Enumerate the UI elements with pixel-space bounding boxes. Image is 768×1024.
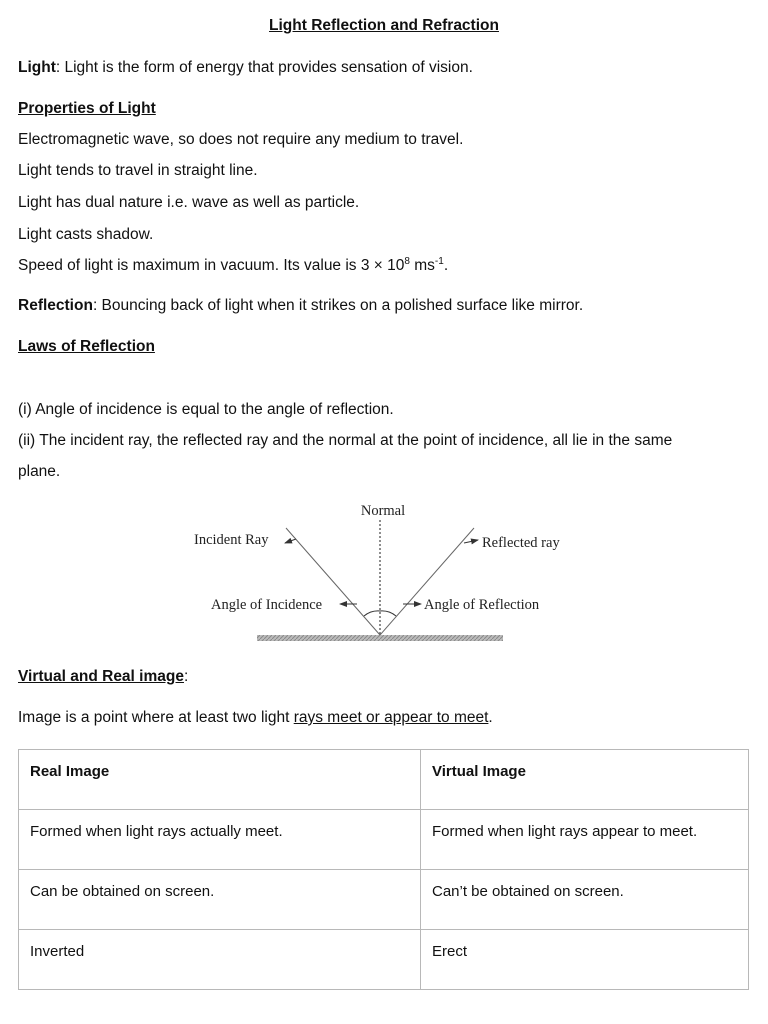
property-item: Light casts shadow. bbox=[18, 226, 154, 243]
incident-ray-line bbox=[286, 528, 380, 635]
angle-incidence-label: Angle of Incidence bbox=[211, 597, 323, 613]
light-term: Light bbox=[18, 59, 56, 76]
reflection-definition bbox=[18, 297, 583, 315]
reflected-ray-arrow bbox=[464, 540, 478, 543]
speed-suffix: . bbox=[443, 257, 449, 274]
images-heading bbox=[18, 668, 188, 686]
law-2-line-2: plane. bbox=[18, 463, 61, 480]
reflection-term: Reflection bbox=[18, 297, 93, 314]
mirror-surface bbox=[257, 635, 503, 641]
unit-exponent: -1 bbox=[434, 255, 444, 267]
table-cell: Can be obtained on screen. bbox=[19, 870, 421, 930]
table-row bbox=[19, 870, 749, 930]
speed-unit: ms bbox=[409, 257, 435, 274]
table-cell: Formed when light rays actually meet. bbox=[19, 810, 421, 870]
properties-heading: Properties of Light bbox=[18, 100, 156, 117]
header-real-image: Real Image bbox=[19, 750, 421, 810]
speed-of-light bbox=[18, 257, 448, 275]
reflected-ray-label: Reflected ray bbox=[482, 535, 560, 551]
incident-ray-arrow bbox=[285, 539, 296, 543]
law-1: (i) Angle of incidence is equal to the angle of reflection. bbox=[18, 401, 394, 418]
reflection-diagram bbox=[0, 495, 768, 650]
reflection-arc bbox=[380, 611, 396, 616]
real-vs-virtual-table bbox=[18, 749, 749, 990]
property-item: Light has dual nature i.e. wave as well as particle. bbox=[18, 194, 360, 211]
table-cell: Can’t be obtained on screen. bbox=[421, 870, 749, 930]
images-heading-colon: : bbox=[183, 668, 189, 685]
table-row bbox=[19, 810, 749, 870]
light-definition bbox=[18, 59, 473, 77]
laws-heading: Laws of Reflection bbox=[18, 338, 155, 355]
table-cell: Formed when light rays appear to meet. bbox=[421, 810, 749, 870]
image-def-underlined: rays meet or appear to meet bbox=[293, 709, 489, 726]
light-definition-text: : Light is the form of energy that provides sensation of vision. bbox=[55, 59, 473, 76]
incidence-arc bbox=[364, 611, 380, 616]
speed-prefix: Speed of light is maximum in vacuum. Its value is 3 × 10 bbox=[18, 257, 405, 274]
angle-reflection-label: Angle of Reflection bbox=[424, 597, 540, 613]
property-item: Light tends to travel in straight line. bbox=[18, 162, 258, 179]
property-item: Electromagnetic wave, so does not require any medium to travel. bbox=[18, 131, 464, 148]
table-cell: Inverted bbox=[19, 930, 421, 990]
image-definition bbox=[18, 709, 493, 727]
reflected-ray-line bbox=[380, 528, 474, 635]
image-def-after: . bbox=[488, 709, 493, 726]
normal-label: Normal bbox=[360, 503, 406, 519]
document-title: Light Reflection and Refraction bbox=[269, 17, 499, 34]
incident-ray-label: Incident Ray bbox=[194, 532, 269, 548]
image-def-before: Image is a point where at least two light bbox=[18, 709, 294, 726]
header-virtual-image: Virtual Image bbox=[421, 750, 749, 810]
table-cell: Erect bbox=[421, 930, 749, 990]
speed-exponent: 8 bbox=[404, 255, 410, 267]
reflection-definition-text: : Bouncing back of light when it strikes on a polished surface like mirror. bbox=[92, 297, 584, 314]
law-2-line-1: (ii) The incident ray, the reflected ray and the normal at the point of incidence, all lie in the same bbox=[18, 432, 673, 449]
images-heading-text: Virtual and Real image bbox=[18, 668, 184, 685]
table-row bbox=[19, 930, 749, 990]
table-header-row bbox=[19, 750, 749, 810]
